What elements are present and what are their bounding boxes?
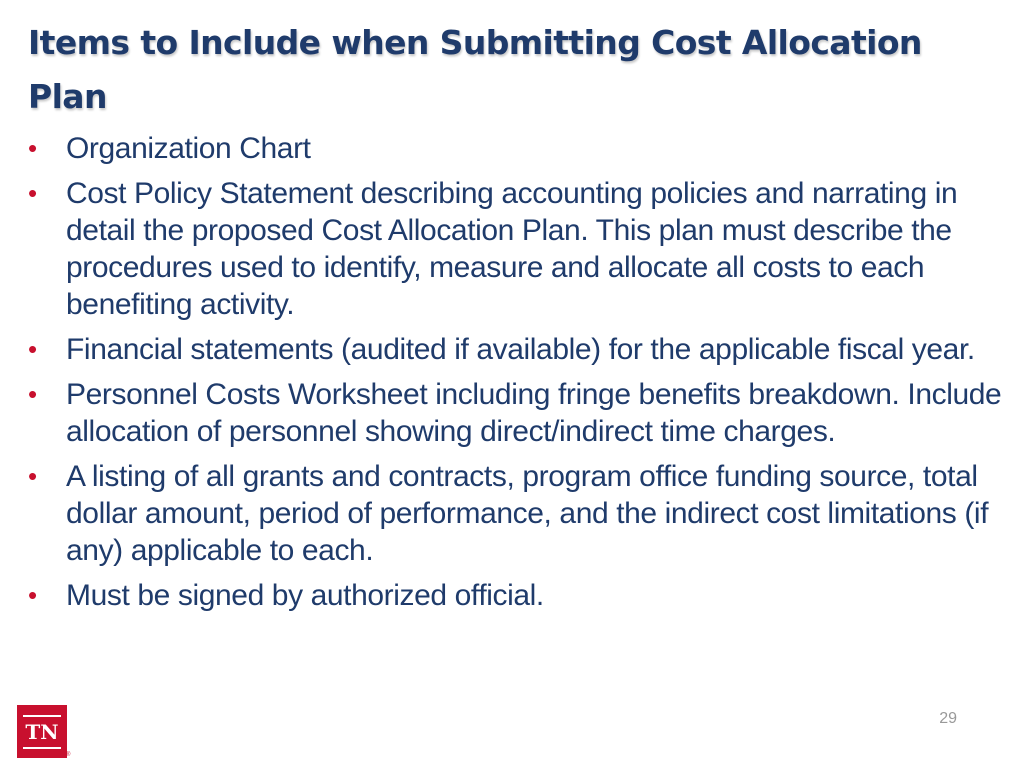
bullet-item-personnel-costs (28, 376, 1003, 450)
bullet-text: Personnel Costs Worksheet including fringe benefits breakdown. Include allocation of personnel showing direct/indirect time charges. (66, 378, 1002, 448)
bullet-icon: • (28, 461, 37, 491)
registered-mark: ® (66, 752, 71, 758)
bullet-list (28, 130, 1003, 622)
tn-logo-text: TN (23, 715, 61, 749)
slide-title: Items to Include when Submitting Cost Allocation Plan (28, 23, 922, 116)
tn-logo-icon (17, 705, 67, 758)
bullet-item-organization-chart (28, 130, 1003, 167)
bullet-item-cost-policy-statement (28, 175, 1003, 323)
bullet-item-signature (28, 577, 1003, 614)
bullet-item-grants-listing (28, 458, 1003, 569)
bullet-text: Financial statements (audited if available) for the applicable fiscal year. (66, 333, 975, 366)
bullet-icon: • (28, 334, 37, 364)
bullet-text: Must be signed by authorized official. (66, 579, 544, 612)
bullet-icon: • (28, 178, 37, 208)
bullet-icon: • (28, 580, 37, 610)
bullet-icon: • (28, 133, 37, 163)
bullet-text: A listing of all grants and contracts, program office funding source, total dollar amount, period of performance, and the indirect cost limitations (if any) applicable to each. (66, 460, 989, 567)
bullet-text: Cost Policy Statement describing accounting policies and narrating in detail the proposed Cost Allocation Plan. This plan must describe the procedures used to identify, measure and allocate all costs to each benefiting activity. (66, 177, 958, 321)
bullet-item-financial-statements (28, 331, 1003, 368)
bullet-text: Organization Chart (66, 132, 311, 165)
bullet-icon: • (28, 379, 37, 409)
page-number: 29 (939, 710, 957, 727)
